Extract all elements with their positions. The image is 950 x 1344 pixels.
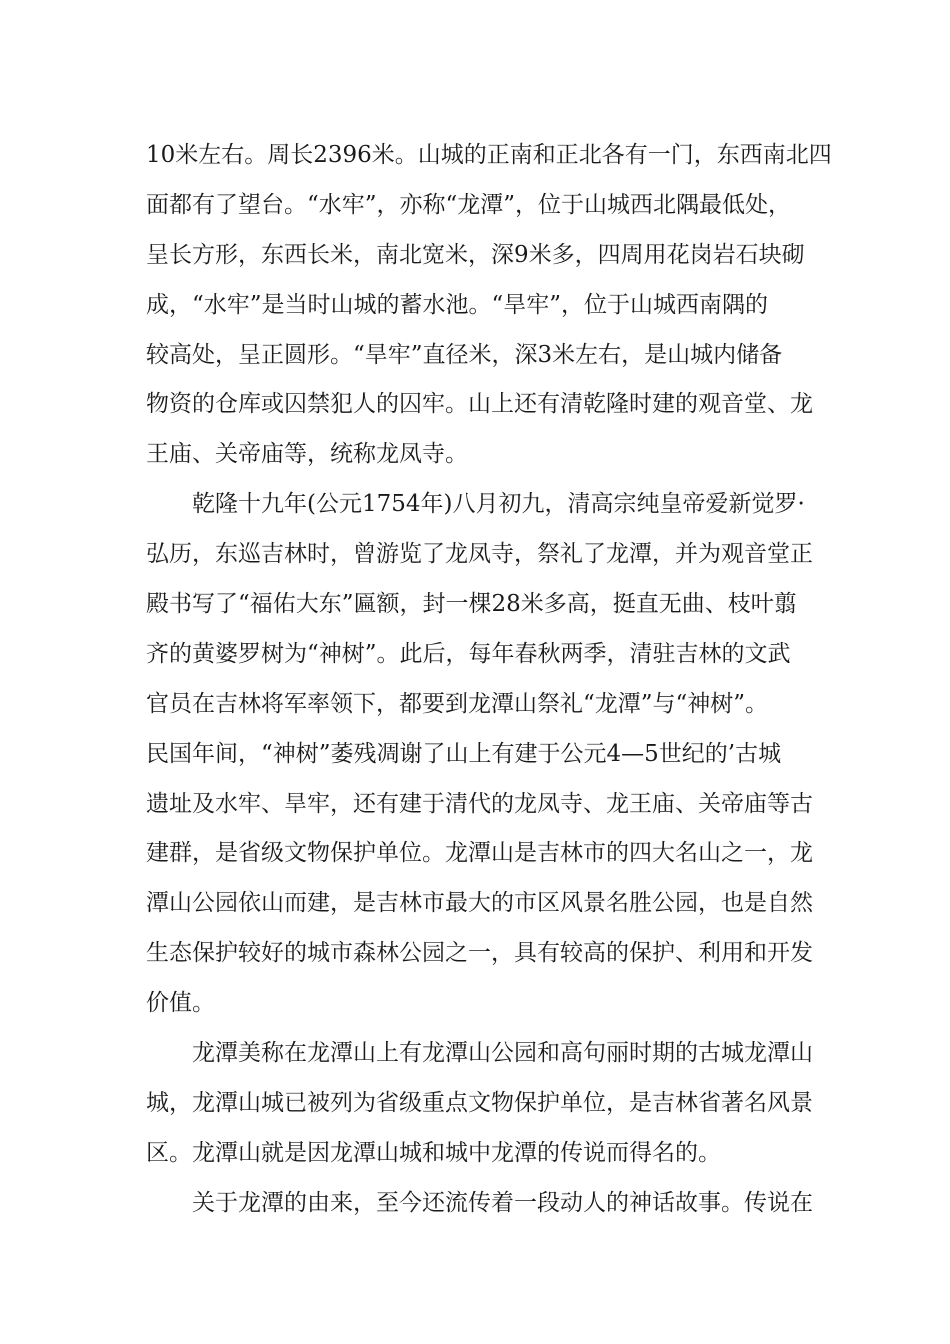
text-line: 王庙、关帝庙等，统称龙凤寺。	[146, 441, 468, 468]
text-line: 城，龙潭山城已被列为省级重点文物保护单位，是吉林省著名风景	[146, 1089, 813, 1116]
text-line: 呈长方形，东西长米，南北宽米，深9米多，四周用花岗岩石块砌	[146, 241, 805, 268]
text-line: 乾隆十九年(公元1754年)八月初九，清高宗纯皇帝爱新觉罗·	[146, 491, 805, 518]
text-line: 物资的仓库或囚禁犯人的囚牢。山上还有清乾隆时建的观音堂、龙	[146, 391, 813, 418]
text-line: 殿书写了“福佑大东”匾额，封一棵28米多高，挺直无曲、枝叶翦	[146, 591, 797, 618]
text-line: 建群，是省级文物保护单位。龙潭山是吉林市的四大名山之一，龙	[146, 840, 813, 867]
paragraph-3	[146, 1029, 826, 1179]
text-line: 遗址及水牢、旱牢，还有建于清代的龙凤寺、龙王庙、关帝庙等古	[146, 790, 813, 817]
text-line: 价值。	[146, 990, 215, 1017]
text-line: 齐的黄婆罗树为“神树”。此后，每年春秋两季，清驻吉林的文武	[146, 640, 791, 667]
text-line: 民国年间，“神树”萎残凋谢了山上有建于公元4—5世纪的’古城	[146, 740, 782, 767]
text-line: 生态保护较好的城市森林公园之一，具有较高的保护、利用和开发	[146, 940, 813, 967]
text-line: 官员在吉林将军率领下，都要到龙潭山祭礼“龙潭”与“神树”。	[146, 690, 769, 717]
text-line: 10米左右。周长2396米。山城的正南和正北各有一门，东西南北四	[146, 142, 832, 168]
text-line: 龙潭美称在龙潭山上有龙潭山公园和高句丽时期的古城龙潭山	[146, 1040, 813, 1067]
paragraph-1	[146, 131, 832, 480]
text-line: 潭山公园依山而建，是吉林市最大的市区风景名胜公园，也是自然	[146, 890, 813, 917]
text-line: 区。龙潭山就是因龙潭山城和城中龙潭的传说而得名的。	[146, 1139, 721, 1166]
text-line: 弘历，东巡吉林时，曾游览了龙凤寺，祭礼了龙潭，并为观音堂正	[146, 541, 813, 568]
paragraph-4	[146, 1179, 826, 1229]
paragraph-2	[146, 480, 826, 1029]
text-line: 面都有了望台。“水牢”，亦称“龙潭”，位于山城西北隅最低处，	[146, 191, 792, 218]
document-body	[146, 131, 832, 1229]
text-line: 关于龙潭的由来，至今还流传着一段动人的神话故事。传说在	[146, 1189, 813, 1216]
text-line: 成，“水牢”是当时山城的蓄水池。“旱牢”，位于山城西南隅的	[146, 291, 769, 318]
text-line: 较高处，呈正圆形。“旱牢”直径米，深3米左右，是山城内储备	[146, 341, 783, 368]
